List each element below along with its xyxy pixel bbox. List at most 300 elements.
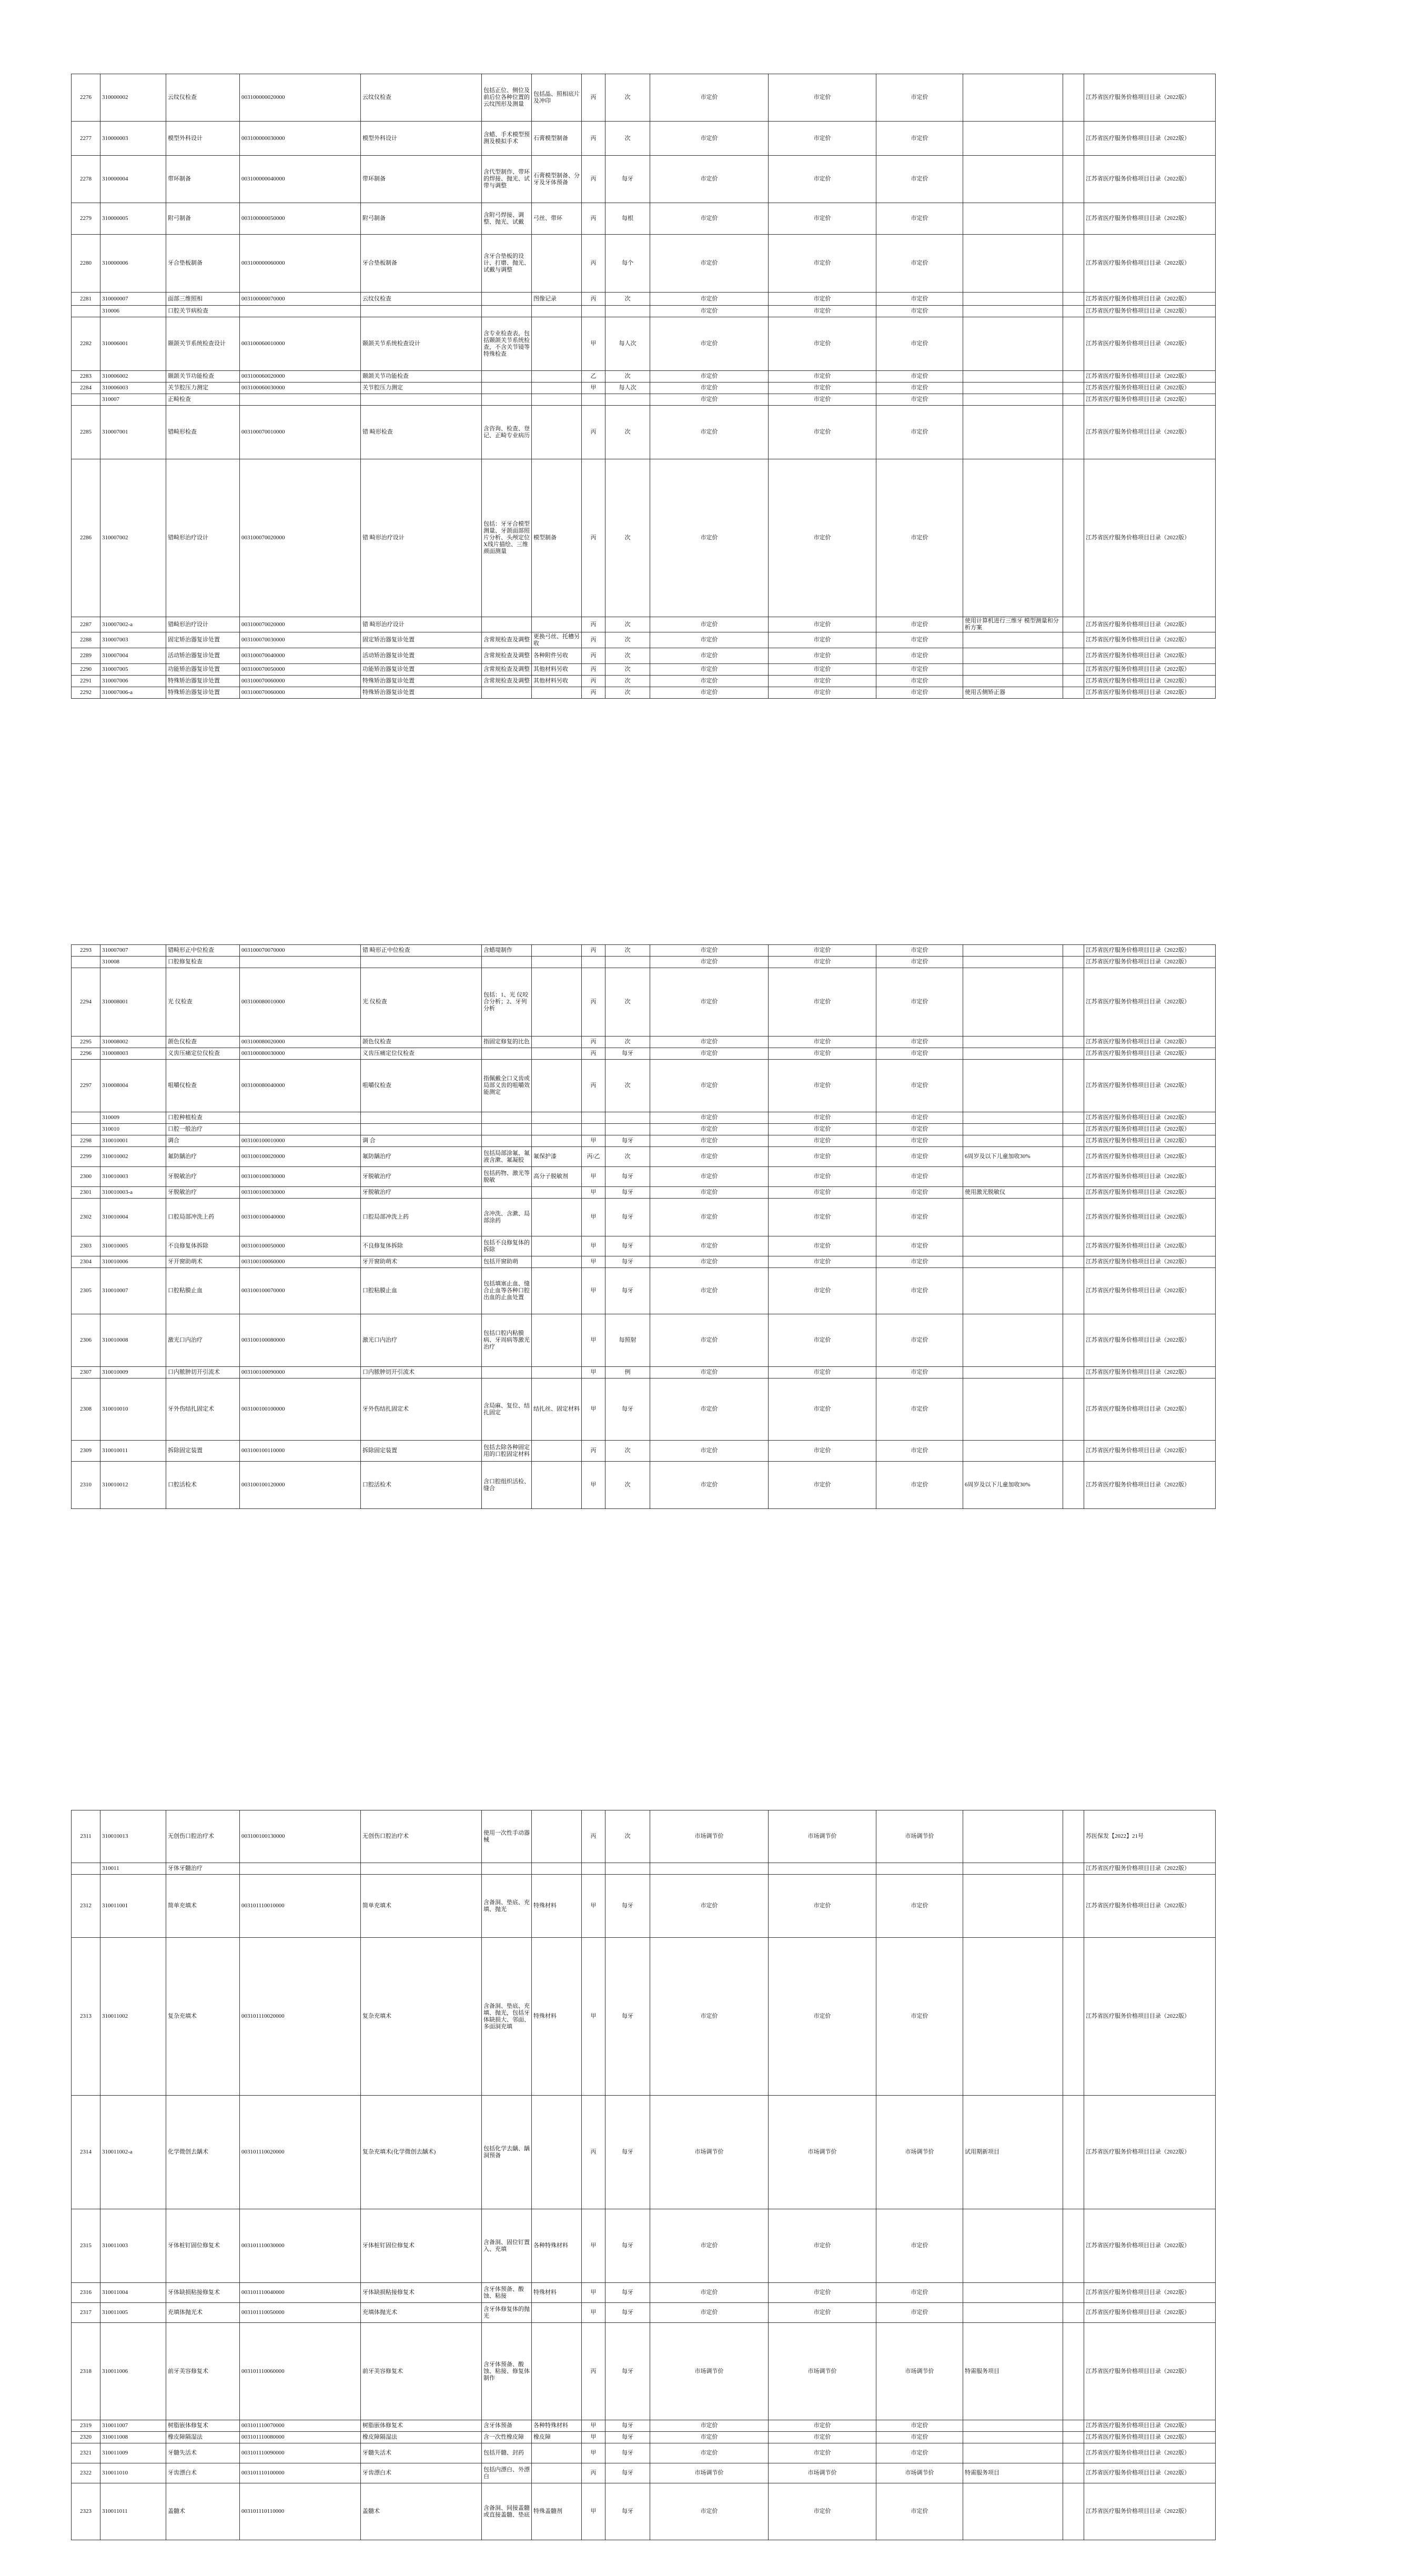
cell-price-level-2: 市定价 (769, 1268, 876, 1314)
cell-national-name: 氟防龋治疗 (361, 1147, 482, 1167)
cell-content (482, 957, 532, 968)
cell-row-index: 2304 (72, 1256, 100, 1268)
table-row (72, 383, 1216, 394)
cell-item-code: 310006001 (100, 317, 166, 371)
cell-category: 丙 (582, 406, 605, 459)
cell-category: 丙 (582, 664, 605, 676)
table-row (72, 968, 1216, 1037)
cell-category: 丙 (582, 203, 605, 235)
cell-price-level-3: 市定价 (650, 394, 769, 406)
cell-price-level-1: 市定价 (876, 1938, 963, 2096)
cell-item-code: 310000004 (100, 156, 166, 203)
cell-price-level-3: 市定价 (650, 156, 769, 203)
cell-row-index: 2307 (72, 1367, 100, 1378)
cell-unit: 每牙 (605, 1167, 650, 1187)
cell-national-name: 牙体桩钉固位修复术 (361, 2209, 482, 2283)
cell-price-level-2: 市定价 (769, 1199, 876, 1236)
cell-national-code: 003100070070000 (240, 945, 361, 957)
cell-category: 丙 (582, 156, 605, 203)
cell-price-level-2: 市定价 (769, 617, 876, 632)
cell-price-level-3: 市定价 (650, 306, 769, 317)
cell-unit: 每人次 (605, 383, 650, 394)
cell-unit: 次 (605, 687, 650, 699)
cell-item-name: 牙体缺损粘接修复术 (166, 2283, 240, 2303)
cell-content: 含附弓焊接、调整、抛光、试戴 (482, 203, 532, 235)
cell-national-name: 特殊矫治器复诊处置 (361, 687, 482, 699)
cell-content: 含备洞、间接盖髓或直接盖髓、垫底 (482, 2483, 532, 2540)
cell-source: 江苏省医疗服务价格项目目录（2022版） (1084, 1268, 1216, 1314)
cell-item-name: 咀嚼仪检查 (166, 1060, 240, 1112)
cell-source: 苏医保发【2022】21号 (1084, 1810, 1216, 1863)
table-row (72, 1314, 1216, 1367)
cell-price-level-1: 市定价 (876, 1167, 963, 1187)
cell-category: 丙 (582, 293, 605, 306)
cell-national-name: 错 畸形正中位检查 (361, 945, 482, 957)
cell-content: 含牙体预备、酸蚀、粘接、修复体制作 (482, 2323, 532, 2420)
cell-source: 江苏省医疗服务价格项目目录（2022版） (1084, 1037, 1216, 1048)
cell-price-level-2: 市定价 (769, 2420, 876, 2432)
cell-price-level-3: 市定价 (650, 1135, 769, 1147)
cell-national-code: 003100070030000 (240, 632, 361, 648)
cell-source: 江苏省医疗服务价格项目目录（2022版） (1084, 2420, 1216, 2432)
cell-category (582, 1863, 605, 1875)
cell-remarks (963, 1314, 1063, 1367)
cell-unit: 次 (605, 648, 650, 664)
cell-remarks (963, 1199, 1063, 1236)
cell-source: 江苏省医疗服务价格项目目录（2022版） (1084, 2432, 1216, 2443)
cell-content: 含备洞、垫底、充填、抛光，包括牙体缺损大、邻面、多面洞充填 (482, 1938, 532, 2096)
cell-price-level-1: 市定价 (876, 1314, 963, 1367)
cell-category (582, 394, 605, 406)
cell-source: 江苏省医疗服务价格项目目录（2022版） (1084, 1367, 1216, 1378)
cell-price-level-2: 市定价 (769, 648, 876, 664)
cell-item-code: 310011011 (100, 2483, 166, 2540)
cell-category: 甲 (582, 2483, 605, 2540)
cell-remarks (963, 1167, 1063, 1187)
cell-unit: 每牙 (605, 2432, 650, 2443)
cell-category: 丙 (582, 968, 605, 1037)
cell-exclusions (532, 957, 582, 968)
cell-national-code: 003100080040000 (240, 1060, 361, 1112)
cell-remarks (963, 2443, 1063, 2463)
cell-national-code: 003101110040000 (240, 2283, 361, 2303)
cell-price-level-1: 市定价 (876, 2303, 963, 2323)
cell-row-index: 2292 (72, 687, 100, 699)
table-row (72, 1367, 1216, 1378)
cell-content: 含牙体预备 (482, 2420, 532, 2432)
cell-price-level-2: 市定价 (769, 156, 876, 203)
cell-price-level-3: 市定价 (650, 1199, 769, 1236)
cell-price-level-1: 市定价 (876, 203, 963, 235)
cell-remarks (963, 2483, 1063, 2540)
price-table (71, 944, 1216, 1509)
cell-row-index: 2279 (72, 203, 100, 235)
cell-exclusions: 氟保护漆 (532, 1147, 582, 1167)
cell-price-level-3: 市定价 (650, 2283, 769, 2303)
cell-national-code: 003100060010000 (240, 317, 361, 371)
cell-item-code: 310010003 (100, 1167, 166, 1187)
cell-price-level-3: 市定价 (650, 1187, 769, 1199)
cell-remarks (963, 945, 1063, 957)
cell-remarks (963, 2283, 1063, 2303)
cell-price-level-3: 市定价 (650, 383, 769, 394)
cell-content (482, 371, 532, 383)
cell-content: 含牙体预备、酸蚀、粘接 (482, 2283, 532, 2303)
cell-remarks (963, 74, 1063, 122)
cell-remarks (963, 1048, 1063, 1060)
table-row (72, 617, 1216, 632)
cell-blank (1063, 1112, 1084, 1124)
cell-price-level-1: 市定价 (876, 122, 963, 156)
cell-national-code: 003100000060000 (240, 235, 361, 293)
cell-category: 甲 (582, 1236, 605, 1256)
cell-source: 江苏省医疗服务价格项目目录（2022版） (1084, 676, 1216, 687)
cell-category: 丙 (582, 459, 605, 617)
cell-item-name: 前牙美容修复术 (166, 2323, 240, 2420)
cell-unit: 次 (605, 1810, 650, 1863)
cell-remarks (963, 156, 1063, 203)
cell-national-name (361, 1863, 482, 1875)
cell-row-index: 2318 (72, 2323, 100, 2420)
table-row (72, 2323, 1216, 2420)
cell-source: 江苏省医疗服务价格项目目录（2022版） (1084, 1060, 1216, 1112)
cell-price-level-3: 市定价 (650, 676, 769, 687)
cell-blank (1063, 1441, 1084, 1462)
cell-price-level-2: 市定价 (769, 1314, 876, 1367)
cell-price-level-2: 市定价 (769, 1256, 876, 1268)
cell-price-level-3: 市定价 (650, 2483, 769, 2540)
cell-exclusions (532, 235, 582, 293)
cell-blank (1063, 383, 1084, 394)
cell-price-level-1: 市定价 (876, 317, 963, 371)
cell-exclusions: 图像记录 (532, 293, 582, 306)
cell-blank (1063, 1199, 1084, 1236)
cell-price-level-3: 市定价 (650, 632, 769, 648)
cell-source: 江苏省医疗服务价格项目目录（2022版） (1084, 293, 1216, 306)
cell-remarks (963, 406, 1063, 459)
cell-price-level-1: 市定价 (876, 957, 963, 968)
cell-national-name: 牙脱敏治疗 (361, 1167, 482, 1187)
cell-national-name: 固定矫治器复诊处置 (361, 632, 482, 648)
cell-exclusions: 特殊盖髓剂 (532, 2483, 582, 2540)
cell-row-index: 2295 (72, 1037, 100, 1048)
cell-remarks (963, 1367, 1063, 1378)
cell-national-code: 003100000030000 (240, 122, 361, 156)
cell-national-name: 光 仪检查 (361, 968, 482, 1037)
table-row (72, 235, 1216, 293)
cell-row-index: 2289 (72, 648, 100, 664)
table-row (72, 1462, 1216, 1509)
cell-row-index: 2305 (72, 1268, 100, 1314)
cell-row-index: 2281 (72, 293, 100, 306)
cell-price-level-2: 市场调节价 (769, 2463, 876, 2483)
cell-remarks: 6周岁及以下儿童加收30% (963, 1462, 1063, 1509)
cell-national-name: 颌色仪检查 (361, 1037, 482, 1048)
table-row (72, 74, 1216, 122)
cell-unit: 次 (605, 676, 650, 687)
cell-exclusions (532, 617, 582, 632)
cell-national-code: 003100070040000 (240, 648, 361, 664)
cell-item-code: 310007004 (100, 648, 166, 664)
cell-national-name: 口腔粘膜止血 (361, 1268, 482, 1314)
cell-price-level-2: 市定价 (769, 406, 876, 459)
cell-category: 丙 (582, 122, 605, 156)
table-row (72, 1863, 1216, 1875)
cell-national-name: 盖髓术 (361, 2483, 482, 2540)
cell-category: 丙 (582, 676, 605, 687)
cell-national-name: 牙开窗助萌术 (361, 1256, 482, 1268)
cell-unit: 次 (605, 945, 650, 957)
cell-item-code: 310007002-a (100, 617, 166, 632)
cell-row-index: 2280 (72, 235, 100, 293)
cell-unit: 次 (605, 1147, 650, 1167)
cell-national-code: 003100100040000 (240, 1199, 361, 1236)
cell-item-name: 牙体牙髓治疗 (166, 1863, 240, 1875)
cell-unit (605, 1124, 650, 1135)
cell-price-level-1: 市定价 (876, 1147, 963, 1167)
cell-exclusions: 更换弓丝、托槽另收 (532, 632, 582, 648)
cell-source: 江苏省医疗服务价格项目目录（2022版） (1084, 306, 1216, 317)
table-row (72, 1875, 1216, 1938)
cell-price-level-1: 市定价 (876, 687, 963, 699)
cell-blank (1063, 676, 1084, 687)
cell-item-name: 口内脓肿切开引流术 (166, 1367, 240, 1378)
cell-price-level-1: 市定价 (876, 1367, 963, 1378)
cell-remarks: 特需服务项目 (963, 2323, 1063, 2420)
cell-exclusions: 特殊材料 (532, 2283, 582, 2303)
cell-blank (1063, 459, 1084, 617)
cell-unit: 每牙 (605, 2096, 650, 2209)
table-row (72, 2420, 1216, 2432)
cell-source: 江苏省医疗服务价格项目目录（2022版） (1084, 1167, 1216, 1187)
cell-national-name: 简单充填术 (361, 1875, 482, 1938)
cell-price-level-1: 市定价 (876, 1037, 963, 1048)
table-row (72, 687, 1216, 699)
cell-content (482, 1187, 532, 1199)
cell-category: 丙 (582, 2463, 605, 2483)
cell-row-index (72, 1124, 100, 1135)
cell-content: 含牙体修复体的抛光 (482, 2303, 532, 2323)
cell-item-name: 颞颌关节系统检查设计 (166, 317, 240, 371)
cell-blank (1063, 617, 1084, 632)
cell-price-level-2: 市定价 (769, 1048, 876, 1060)
table-row (72, 371, 1216, 383)
cell-price-level-3: 市定价 (650, 122, 769, 156)
cell-category: 丙 (582, 617, 605, 632)
cell-source: 江苏省医疗服务价格项目目录（2022版） (1084, 2096, 1216, 2209)
cell-content: 包括开髓、封药 (482, 2443, 532, 2463)
cell-row-index: 2309 (72, 1441, 100, 1462)
cell-national-name (361, 1112, 482, 1124)
table-row (72, 1256, 1216, 1268)
cell-item-name: 颞颌关节功能检查 (166, 371, 240, 383)
cell-source: 江苏省医疗服务价格项目目录（2022版） (1084, 1875, 1216, 1938)
cell-price-level-3 (650, 1863, 769, 1875)
cell-unit: 每根 (605, 203, 650, 235)
cell-price-level-1: 市定价 (876, 1124, 963, 1135)
cell-price-level-2: 市定价 (769, 293, 876, 306)
cell-blank (1063, 317, 1084, 371)
cell-price-level-1 (876, 1863, 963, 1875)
cell-unit: 每牙 (605, 2209, 650, 2283)
cell-remarks: 6周岁及以下儿童加收30% (963, 1147, 1063, 1167)
cell-blank (1063, 235, 1084, 293)
cell-item-name: 口腔一般治疗 (166, 1124, 240, 1135)
cell-item-name: 模型外科设计 (166, 122, 240, 156)
cell-remarks (963, 235, 1063, 293)
table-row (72, 1112, 1216, 1124)
cell-price-level-2 (769, 1863, 876, 1875)
cell-unit: 每牙 (605, 1268, 650, 1314)
cell-price-level-3: 市场调节价 (650, 2463, 769, 2483)
cell-price-level-1: 市定价 (876, 1236, 963, 1256)
cell-price-level-1: 市定价 (876, 2432, 963, 2443)
cell-national-code (240, 1112, 361, 1124)
cell-exclusions (532, 1124, 582, 1135)
cell-source: 江苏省医疗服务价格项目目录（2022版） (1084, 1124, 1216, 1135)
cell-unit: 每牙 (605, 1875, 650, 1938)
cell-unit (605, 1863, 650, 1875)
cell-price-level-1: 市定价 (876, 1268, 963, 1314)
cell-price-level-1: 市定价 (876, 617, 963, 632)
cell-content: 含局麻、复位、结扎固定 (482, 1378, 532, 1441)
cell-category: 丙 (582, 1060, 605, 1112)
table-row (72, 1810, 1216, 1863)
cell-blank (1063, 74, 1084, 122)
cell-price-level-3: 市定价 (650, 1147, 769, 1167)
cell-content: 包括去除各种固定用的口腔固定材料 (482, 1441, 532, 1462)
cell-price-level-1: 市定价 (876, 1060, 963, 1112)
cell-price-level-1: 市场调节价 (876, 2463, 963, 2483)
cell-exclusions: 包括晶、照相底片及冲印 (532, 74, 582, 122)
cell-row-index: 2317 (72, 2303, 100, 2323)
cell-national-name: 拆除固定装置 (361, 1441, 482, 1462)
cell-remarks (963, 122, 1063, 156)
cell-price-level-1: 市定价 (876, 293, 963, 306)
cell-source: 江苏省医疗服务价格项目目录（2022版） (1084, 2209, 1216, 2283)
cell-national-name: 无创伤口腔治疗术 (361, 1810, 482, 1863)
cell-national-name: 充填体抛光术 (361, 2303, 482, 2323)
cell-price-level-3: 市定价 (650, 1314, 769, 1367)
cell-content: 包括不良修复体的拆除 (482, 1236, 532, 1256)
cell-national-name: 口内脓肿切开引流术 (361, 1367, 482, 1378)
cell-price-level-2: 市定价 (769, 1367, 876, 1378)
cell-content: 包括填塞止血、缝合止血等各种口腔出血的止血处置 (482, 1268, 532, 1314)
table-row (72, 317, 1216, 371)
cell-blank (1063, 394, 1084, 406)
cell-price-level-3: 市定价 (650, 1060, 769, 1112)
cell-content (482, 1048, 532, 1060)
cell-source: 江苏省医疗服务价格项目目录（2022版） (1084, 406, 1216, 459)
cell-national-code: 003100100030000 (240, 1187, 361, 1199)
cell-blank (1063, 2463, 1084, 2483)
cell-content: 含备洞、固位钉置入、充填 (482, 2209, 532, 2283)
cell-item-name: 调合 (166, 1135, 240, 1147)
cell-item-code: 310000002 (100, 74, 166, 122)
cell-price-level-2: 市定价 (769, 1147, 876, 1167)
cell-item-code: 310008004 (100, 1060, 166, 1112)
cell-remarks (963, 1256, 1063, 1268)
cell-exclusions (532, 2323, 582, 2420)
cell-row-index: 2290 (72, 664, 100, 676)
cell-item-name: 牙体桩钉固位修复术 (166, 2209, 240, 2283)
cell-unit: 每个 (605, 235, 650, 293)
cell-price-level-3: 市定价 (650, 957, 769, 968)
cell-row-index: 2286 (72, 459, 100, 617)
table-row (72, 1236, 1216, 1256)
cell-source: 江苏省医疗服务价格项目目录（2022版） (1084, 968, 1216, 1037)
table-row (72, 459, 1216, 617)
cell-national-name (361, 1124, 482, 1135)
cell-blank (1063, 2283, 1084, 2303)
cell-national-code: 003100000050000 (240, 203, 361, 235)
cell-row-index: 2299 (72, 1147, 100, 1167)
cell-category: 丙 (582, 74, 605, 122)
cell-content: 含口腔组织活检、缝合 (482, 1462, 532, 1509)
cell-exclusions (532, 1367, 582, 1378)
cell-item-name: 牙髓失活术 (166, 2443, 240, 2463)
cell-unit: 次 (605, 1037, 650, 1048)
cell-price-level-2: 市定价 (769, 945, 876, 957)
cell-category (582, 1112, 605, 1124)
cell-content (482, 687, 532, 699)
cell-item-name: 无创伤口腔治疗术 (166, 1810, 240, 1863)
cell-national-code: 003101110030000 (240, 2209, 361, 2283)
cell-category: 丙 (582, 648, 605, 664)
cell-remarks (963, 664, 1063, 676)
cell-blank (1063, 156, 1084, 203)
cell-content (482, 383, 532, 394)
cell-item-code: 310007 (100, 394, 166, 406)
table-row (72, 1268, 1216, 1314)
cell-source: 江苏省医疗服务价格项目目录（2022版） (1084, 1147, 1216, 1167)
cell-price-level-3: 市定价 (650, 1938, 769, 2096)
cell-item-name: 口腔种植检查 (166, 1112, 240, 1124)
cell-national-code: 003100100090000 (240, 1367, 361, 1378)
cell-remarks (963, 1037, 1063, 1048)
cell-row-index: 2313 (72, 1938, 100, 2096)
cell-price-level-1: 市定价 (876, 459, 963, 617)
cell-remarks (963, 2303, 1063, 2323)
cell-price-level-2: 市定价 (769, 1875, 876, 1938)
cell-blank (1063, 1863, 1084, 1875)
cell-price-level-2: 市定价 (769, 371, 876, 383)
cell-price-level-1: 市定价 (876, 1875, 963, 1938)
cell-blank (1063, 2420, 1084, 2432)
cell-content: 含备洞、垫底、充填、抛光 (482, 1875, 532, 1938)
cell-price-level-3: 市定价 (650, 459, 769, 617)
cell-item-code: 310010013 (100, 1810, 166, 1863)
cell-row-index: 2278 (72, 156, 100, 203)
cell-content: 含牙合垫板的设计、打磨、抛光、试戴与调整 (482, 235, 532, 293)
table-row (72, 2483, 1216, 2540)
cell-item-code: 310000007 (100, 293, 166, 306)
cell-remarks (963, 676, 1063, 687)
cell-price-level-1: 市定价 (876, 2483, 963, 2540)
cell-exclusions: 各种附件另收 (532, 648, 582, 664)
cell-price-level-2: 市定价 (769, 1124, 876, 1135)
cell-content: 含蜡堤制作 (482, 945, 532, 957)
cell-item-code: 310007005 (100, 664, 166, 676)
cell-item-code: 310009 (100, 1112, 166, 1124)
cell-national-name: 活动矫治器复诊处置 (361, 648, 482, 664)
cell-content: 含常规检查及调整 (482, 632, 532, 648)
cell-exclusions: 其他材料另收 (532, 664, 582, 676)
cell-row-index: 2312 (72, 1875, 100, 1938)
table-row (72, 2443, 1216, 2463)
cell-content (482, 1367, 532, 1378)
table-block-2 (71, 944, 1216, 1509)
